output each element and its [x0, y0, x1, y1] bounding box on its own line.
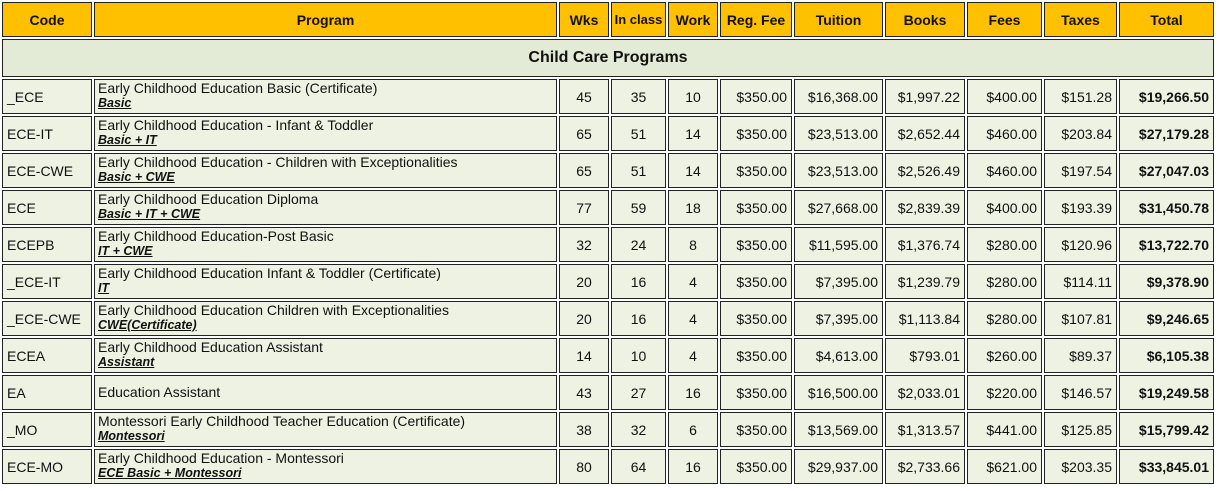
cell-reg-fee: $350.00: [720, 227, 792, 262]
cell-code: _MO: [2, 412, 92, 447]
cell-tuition: $13,569.00: [794, 412, 883, 447]
table-row: [2, 338, 1214, 373]
cell-fees: $621.00: [967, 449, 1042, 484]
cell-program: [94, 412, 557, 447]
cell-code: _ECE: [2, 79, 92, 114]
cell-taxes: $203.35: [1044, 449, 1117, 484]
cell-in-class: 51: [611, 153, 666, 188]
cell-wks: 14: [559, 338, 609, 373]
header-fees: Fees: [967, 2, 1042, 37]
cell-in-class: 16: [611, 301, 666, 336]
program-name: Early Childhood Education-Post Basic: [98, 228, 334, 244]
cell-total: $31,450.78: [1119, 190, 1214, 225]
cell-in-class: 59: [611, 190, 666, 225]
cell-program: [94, 227, 557, 262]
program-track: Assistant: [98, 355, 155, 369]
cell-wks: 43: [559, 375, 609, 410]
cell-books: $2,652.44: [885, 116, 965, 151]
cell-code: ECE-CWE: [2, 153, 92, 188]
cell-total: $13,722.70: [1119, 227, 1214, 262]
table-row: [2, 190, 1214, 225]
program-name: Education Assistant: [98, 384, 221, 400]
cell-in-class: 24: [611, 227, 666, 262]
cell-taxes: $151.28: [1044, 79, 1117, 114]
program-track: IT: [98, 281, 110, 295]
program-track: Basic + IT + CWE: [98, 207, 201, 221]
table-row: [2, 116, 1214, 151]
header-row: [2, 2, 1214, 37]
cell-work: 16: [668, 375, 718, 410]
cell-program: [94, 153, 557, 188]
cell-in-class: 32: [611, 412, 666, 447]
cell-taxes: $203.84: [1044, 116, 1117, 151]
cell-program: [94, 375, 557, 410]
cell-program: [94, 190, 557, 225]
cell-taxes: $107.81: [1044, 301, 1117, 336]
cell-books: $1,113.84: [885, 301, 965, 336]
program-track: Montessori: [98, 429, 165, 443]
cell-total: $15,799.42: [1119, 412, 1214, 447]
header-reg-fee: Reg. Fee: [720, 2, 792, 37]
cell-work: 16: [668, 449, 718, 484]
cell-reg-fee: $350.00: [720, 264, 792, 299]
header-wks: Wks: [559, 2, 609, 37]
cell-fees: $280.00: [967, 264, 1042, 299]
cell-work: 4: [668, 264, 718, 299]
cell-fees: $220.00: [967, 375, 1042, 410]
program-name: Early Childhood Education Diploma: [98, 191, 319, 207]
cell-taxes: $197.54: [1044, 153, 1117, 188]
table-row: [2, 449, 1214, 484]
cell-reg-fee: $350.00: [720, 338, 792, 373]
cell-wks: 20: [559, 264, 609, 299]
cell-reg-fee: $350.00: [720, 153, 792, 188]
table-row: [2, 79, 1214, 114]
cell-tuition: $29,937.00: [794, 449, 883, 484]
table-row: [2, 153, 1214, 188]
cell-in-class: 51: [611, 116, 666, 151]
cell-books: $1,997.22: [885, 79, 965, 114]
program-track: Basic + CWE: [98, 170, 175, 184]
cell-work: 4: [668, 338, 718, 373]
cell-wks: 38: [559, 412, 609, 447]
program-track: ECE Basic + Montessori: [98, 466, 242, 480]
cell-reg-fee: $350.00: [720, 116, 792, 151]
cell-wks: 20: [559, 301, 609, 336]
cell-reg-fee: $350.00: [720, 301, 792, 336]
cell-code: ECE: [2, 190, 92, 225]
cell-total: $19,249.58: [1119, 375, 1214, 410]
program-name: Early Childhood Education - Children with Exceptionalities: [98, 154, 458, 170]
cell-tuition: $16,368.00: [794, 79, 883, 114]
table-row: [2, 264, 1214, 299]
header-tuition: Tuition: [794, 2, 883, 37]
cell-in-class: 27: [611, 375, 666, 410]
cell-taxes: $114.11: [1044, 264, 1117, 299]
cell-fees: $400.00: [967, 190, 1042, 225]
table-row: [2, 375, 1214, 410]
cell-fees: $260.00: [967, 338, 1042, 373]
cell-work: 4: [668, 301, 718, 336]
cell-tuition: $23,513.00: [794, 116, 883, 151]
cell-fees: $400.00: [967, 79, 1042, 114]
cell-total: $6,105.38: [1119, 338, 1214, 373]
cell-books: $1,313.57: [885, 412, 965, 447]
cell-total: $27,047.03: [1119, 153, 1214, 188]
cell-tuition: $7,395.00: [794, 301, 883, 336]
table-row: [2, 227, 1214, 262]
cell-tuition: $27,668.00: [794, 190, 883, 225]
cell-books: $1,376.74: [885, 227, 965, 262]
cell-work: 14: [668, 153, 718, 188]
section-row: [2, 39, 1214, 77]
cell-wks: 65: [559, 116, 609, 151]
program-name: Early Childhood Education Children with Exceptionalities: [98, 302, 449, 318]
cell-total: $19,266.50: [1119, 79, 1214, 114]
program-name: Montessori Early Childhood Teacher Education (Certificate): [98, 413, 466, 429]
cell-total: $33,845.01: [1119, 449, 1214, 484]
cell-in-class: 10: [611, 338, 666, 373]
cell-in-class: 64: [611, 449, 666, 484]
cell-books: $2,526.49: [885, 153, 965, 188]
header-work: Work: [668, 2, 718, 37]
cell-fees: $460.00: [967, 153, 1042, 188]
cell-program: [94, 449, 557, 484]
cell-wks: 32: [559, 227, 609, 262]
program-name: Early Childhood Education Infant & Toddler (Certificate): [98, 265, 441, 281]
cell-total: $9,378.90: [1119, 264, 1214, 299]
section-title: Child Care Programs: [2, 39, 1214, 77]
cell-work: 8: [668, 227, 718, 262]
cell-tuition: $23,513.00: [794, 153, 883, 188]
table-row: [2, 412, 1214, 447]
cell-reg-fee: $350.00: [720, 449, 792, 484]
header-in-class: In class: [611, 2, 666, 37]
cell-fees: $460.00: [967, 116, 1042, 151]
cell-books: $2,033.01: [885, 375, 965, 410]
cell-tuition: $11,595.00: [794, 227, 883, 262]
cell-program: [94, 264, 557, 299]
cell-program: [94, 116, 557, 151]
program-name: Early Childhood Education Basic (Certificate): [98, 80, 378, 96]
cell-reg-fee: $350.00: [720, 79, 792, 114]
cell-tuition: $16,500.00: [794, 375, 883, 410]
cell-books: $2,839.39: [885, 190, 965, 225]
cell-wks: 80: [559, 449, 609, 484]
cell-taxes: $89.37: [1044, 338, 1117, 373]
cell-wks: 77: [559, 190, 609, 225]
cell-work: 10: [668, 79, 718, 114]
program-track: Basic + IT: [98, 133, 157, 147]
program-name: Early Childhood Education Assistant: [98, 339, 323, 355]
cell-taxes: $193.39: [1044, 190, 1117, 225]
cell-total: $9,246.65: [1119, 301, 1214, 336]
cell-tuition: $4,613.00: [794, 338, 883, 373]
cell-code: ECEPB: [2, 227, 92, 262]
cell-in-class: 35: [611, 79, 666, 114]
cell-books: $1,239.79: [885, 264, 965, 299]
cell-code: ECEA: [2, 338, 92, 373]
cell-reg-fee: $350.00: [720, 190, 792, 225]
cell-program: [94, 301, 557, 336]
cell-total: $27,179.28: [1119, 116, 1214, 151]
cell-taxes: $120.96: [1044, 227, 1117, 262]
program-name: Early Childhood Education - Montessori: [98, 450, 344, 466]
cell-taxes: $146.57: [1044, 375, 1117, 410]
program-track: CWE(Certificate): [98, 318, 197, 332]
cell-tuition: $7,395.00: [794, 264, 883, 299]
cell-taxes: $125.85: [1044, 412, 1117, 447]
cell-fees: $441.00: [967, 412, 1042, 447]
cell-fees: $280.00: [967, 227, 1042, 262]
cell-wks: 65: [559, 153, 609, 188]
cell-code: EA: [2, 375, 92, 410]
header-code: Code: [2, 2, 92, 37]
cell-books: $2,733.66: [885, 449, 965, 484]
cell-work: 14: [668, 116, 718, 151]
cell-program: [94, 79, 557, 114]
cell-code: ECE-IT: [2, 116, 92, 151]
header-program: Program: [94, 2, 557, 37]
table-row: [2, 301, 1214, 336]
cell-program: [94, 338, 557, 373]
program-track: Basic: [98, 96, 132, 110]
program-track: IT + CWE: [98, 244, 153, 258]
cell-fees: $280.00: [967, 301, 1042, 336]
header-total: Total: [1119, 2, 1214, 37]
cell-in-class: 16: [611, 264, 666, 299]
cell-code: _ECE-CWE: [2, 301, 92, 336]
cell-wks: 45: [559, 79, 609, 114]
cell-work: 6: [668, 412, 718, 447]
header-books: Books: [885, 2, 965, 37]
cell-code: ECE-MO: [2, 449, 92, 484]
cell-reg-fee: $350.00: [720, 412, 792, 447]
program-name: Early Childhood Education - Infant & Toddler: [98, 117, 374, 133]
header-taxes: Taxes: [1044, 2, 1117, 37]
cell-books: $793.01: [885, 338, 965, 373]
cell-work: 18: [668, 190, 718, 225]
cell-reg-fee: $350.00: [720, 375, 792, 410]
cell-code: _ECE-IT: [2, 264, 92, 299]
